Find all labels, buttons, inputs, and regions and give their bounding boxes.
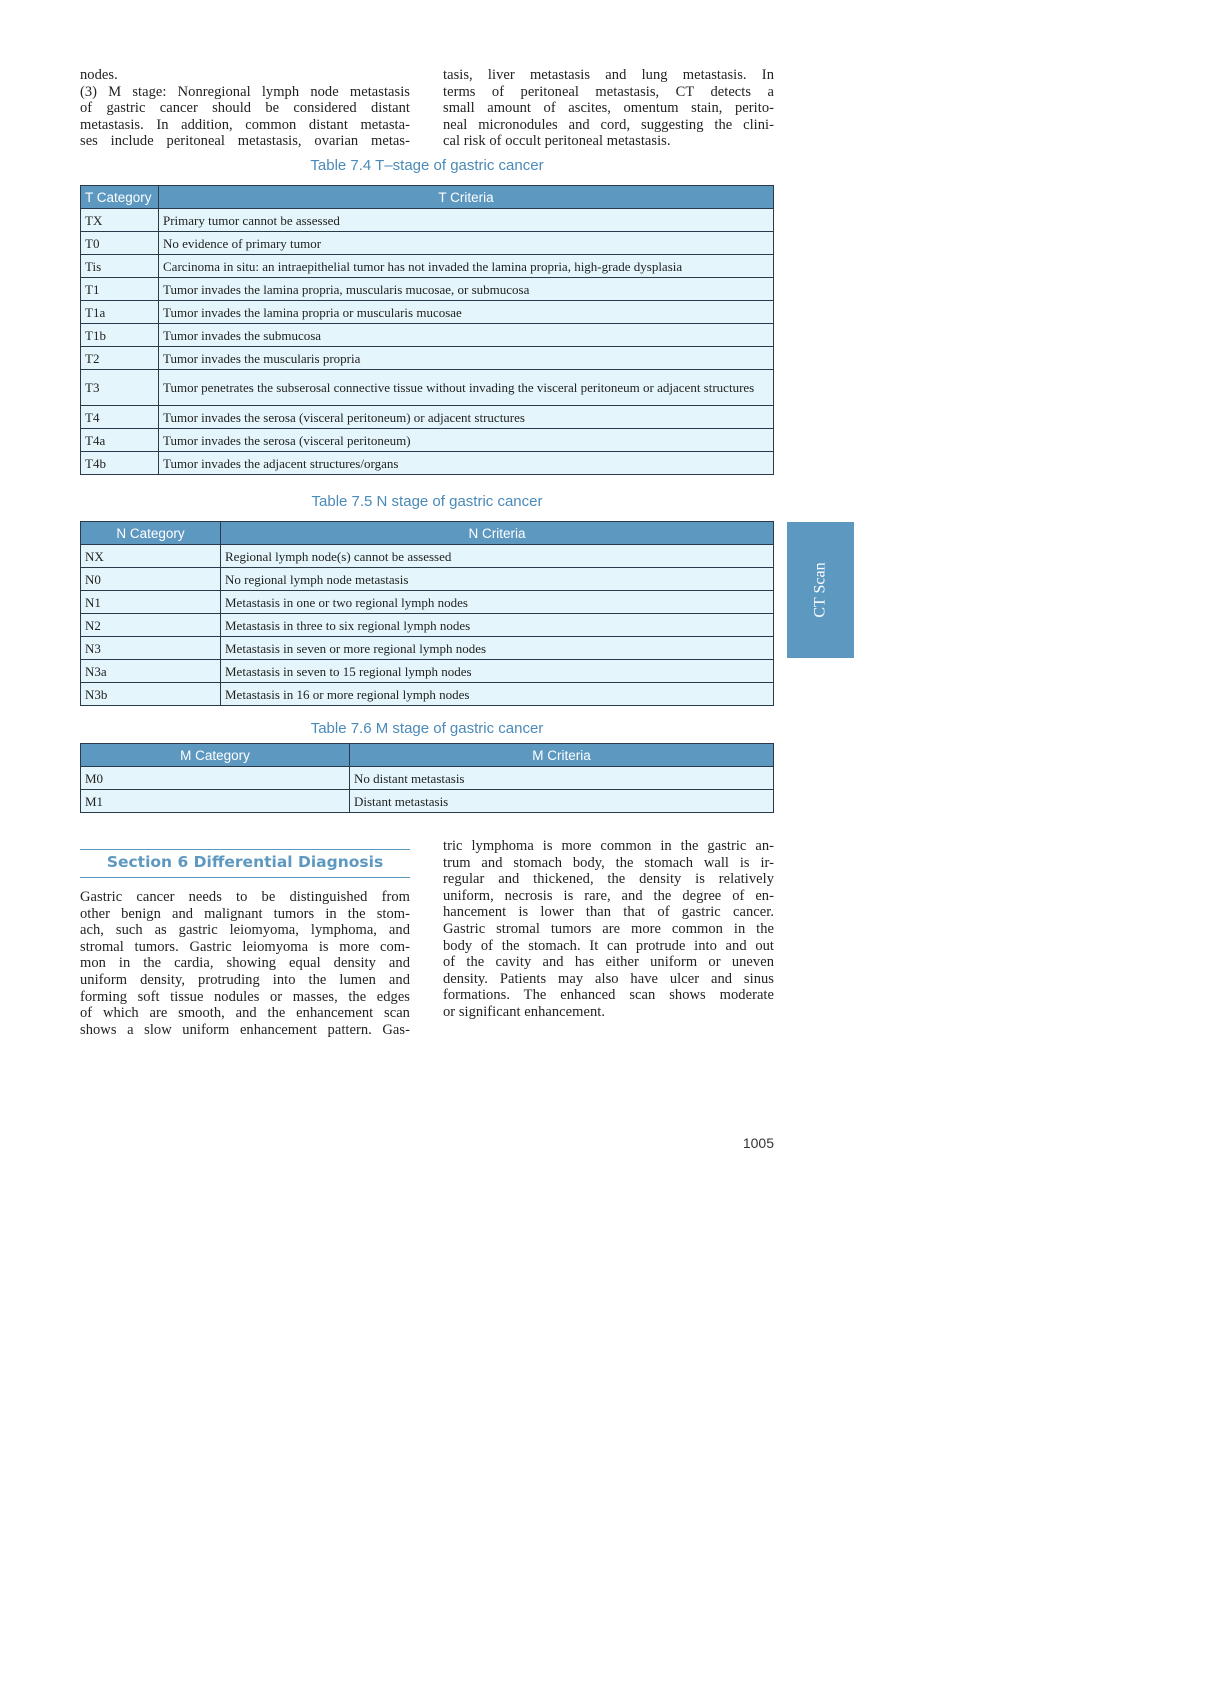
criteria-cell: Metastasis in seven to 15 regional lymph nodes <box>221 660 774 683</box>
section-right-line: of the cavity and has either uniform or uneven <box>443 954 774 971</box>
column-header: N Category <box>81 522 221 545</box>
criteria-cell: Tumor invades the serosa (visceral peritoneum) <box>159 429 774 452</box>
section-right-column <box>443 838 774 1021</box>
table-row <box>81 591 774 614</box>
side-tab-label: CT Scan <box>811 562 829 618</box>
column-header: N Criteria <box>221 522 774 545</box>
table-row <box>81 324 774 347</box>
table-row <box>81 545 774 568</box>
criteria-cell: Metastasis in seven or more regional lymph nodes <box>221 637 774 660</box>
top-left-line: of gastric cancer should be considered distant <box>80 100 410 117</box>
category-cell: T0 <box>81 232 159 255</box>
section-heading: Section 6 Differential Diagnosis <box>106 853 384 871</box>
table-row <box>81 637 774 660</box>
table-row <box>81 790 774 813</box>
criteria-cell: Tumor invades the lamina propria or muscularis mucosae <box>159 301 774 324</box>
table-header-row <box>81 744 774 767</box>
criteria-cell: Tumor invades the lamina propria, muscularis mucosae, or submucosa <box>159 278 774 301</box>
top-left-line: (3) M stage: Nonregional lymph node metastasis <box>80 83 410 100</box>
category-cell: N1 <box>81 591 221 614</box>
category-cell: M0 <box>81 767 350 790</box>
criteria-cell: No distant metastasis <box>350 767 774 790</box>
criteria-cell: Tumor invades the muscularis propria <box>159 347 774 370</box>
table-7-4-caption: Table 7.4 T–stage of gastric cancer <box>310 157 544 174</box>
category-cell: T1a <box>81 301 159 324</box>
table-header-row <box>81 186 774 209</box>
m-stage-table <box>80 743 774 813</box>
table-row <box>81 614 774 637</box>
n-stage-table <box>80 521 774 706</box>
section-rule-top <box>80 849 410 850</box>
table-row <box>81 767 774 790</box>
table-7-6-caption: Table 7.6 M stage of gastric cancer <box>310 720 544 737</box>
section-left-line: stromal tumors. Gastric leiomyoma is more com- <box>80 938 410 955</box>
table-row <box>81 301 774 324</box>
criteria-cell: Tumor invades the submucosa <box>159 324 774 347</box>
category-cell: Tis <box>81 255 159 278</box>
criteria-cell: Tumor invades the adjacent structures/organs <box>159 452 774 475</box>
category-cell: N3b <box>81 683 221 706</box>
table-row <box>81 255 774 278</box>
criteria-cell: Carcinoma in situ: an intraepithelial tumor has not invaded the lamina propria, high-grade dysplasia <box>159 255 774 278</box>
category-cell: NX <box>81 545 221 568</box>
section-rule-bottom <box>80 877 410 878</box>
section-left-line: ach, such as gastric leiomyoma, lymphoma, and <box>80 922 410 939</box>
section-right-line: body of the stomach. It can protrude into and out <box>443 937 774 954</box>
section-left-line: Gastric cancer needs to be distinguished from <box>80 889 410 905</box>
category-cell: N2 <box>81 614 221 637</box>
section-left-column <box>80 889 410 1038</box>
category-cell: N3a <box>81 660 221 683</box>
section-right-line: or significant enhancement. <box>443 1003 605 1020</box>
section-left-line: mon in the cardia, showing equal density and <box>80 955 410 972</box>
category-cell: M1 <box>81 790 350 813</box>
top-left-column <box>80 67 410 150</box>
table-row <box>81 568 774 591</box>
section-right-line: Gastric stromal tumors are more common in the <box>443 920 774 937</box>
table-row <box>81 209 774 232</box>
table-row <box>81 370 774 406</box>
category-cell: TX <box>81 209 159 232</box>
table-row <box>81 232 774 255</box>
section-right-line: tric lymphoma is more common in the gastric an- <box>443 838 774 854</box>
category-cell: N0 <box>81 568 221 591</box>
top-right-line: tasis, liver metastasis and lung metastasis. In <box>443 67 774 83</box>
criteria-cell: Metastasis in three to six regional lymph nodes <box>221 614 774 637</box>
t-stage-table <box>80 185 774 475</box>
category-cell: T4 <box>81 406 159 429</box>
section-right-line: regular and thickened, the density is relatively <box>443 871 774 888</box>
table-row <box>81 278 774 301</box>
top-right-line: neal micronodules and cord, suggesting the clini- <box>443 116 774 133</box>
top-right-column <box>443 67 774 150</box>
section-right-line: trum and stomach body, the stomach wall is ir- <box>443 854 774 871</box>
column-header: M Category <box>81 744 350 767</box>
section-left-line: uniform density, protruding into the lumen and <box>80 971 410 988</box>
top-left-line: nodes. <box>80 67 118 83</box>
top-right-line: terms of peritoneal metastasis, CT detects a <box>443 83 774 100</box>
criteria-cell: No evidence of primary tumor <box>159 232 774 255</box>
table-header-row <box>81 522 774 545</box>
column-header: T Category <box>81 186 159 209</box>
category-cell: T1b <box>81 324 159 347</box>
category-cell: T4a <box>81 429 159 452</box>
section-left-line: other benign and malignant tumors in the stom- <box>80 905 410 922</box>
top-right-line: small amount of ascites, omentum stain, perito- <box>443 100 774 117</box>
chapter-side-tab <box>787 522 854 658</box>
table-row <box>81 452 774 475</box>
table-row <box>81 683 774 706</box>
top-left-line: ses include peritoneal metastasis, ovarian metas- <box>80 133 410 150</box>
page-number: 1005 <box>742 1135 774 1151</box>
table-7-5-caption: Table 7.5 N stage of gastric cancer <box>311 493 543 510</box>
section-right-line: hancement is lower than that of gastric cancer. <box>443 904 774 921</box>
category-cell: T3 <box>81 370 159 406</box>
criteria-cell: Primary tumor cannot be assessed <box>159 209 774 232</box>
section-right-line: formations. The enhanced scan shows moderate <box>443 987 774 1004</box>
criteria-cell: Metastasis in one or two regional lymph nodes <box>221 591 774 614</box>
table-row <box>81 406 774 429</box>
category-cell: T4b <box>81 452 159 475</box>
category-cell: N3 <box>81 637 221 660</box>
criteria-cell: Distant metastasis <box>350 790 774 813</box>
criteria-cell: Tumor invades the serosa (visceral peritoneum) or adjacent structures <box>159 406 774 429</box>
table-row <box>81 347 774 370</box>
table-row <box>81 660 774 683</box>
category-cell: T2 <box>81 347 159 370</box>
criteria-cell: Metastasis in 16 or more regional lymph nodes <box>221 683 774 706</box>
category-cell: T1 <box>81 278 159 301</box>
criteria-cell: No regional lymph node metastasis <box>221 568 774 591</box>
criteria-cell: Regional lymph node(s) cannot be assessed <box>221 545 774 568</box>
section-left-line: forming soft tissue nodules or masses, the edges <box>80 988 410 1005</box>
section-right-line: uniform, necrosis is rare, and the degree of en- <box>443 887 774 904</box>
column-header: T Criteria <box>159 186 774 209</box>
criteria-cell: Tumor penetrates the subserosal connective tissue without invading the visceral peritoneum or adjacent structures <box>159 370 774 406</box>
top-left-line: metastasis. In addition, common distant metasta- <box>80 116 410 133</box>
column-header: M Criteria <box>350 744 774 767</box>
top-right-line: cal risk of occult peritoneal metastasis. <box>443 133 671 150</box>
section-left-line: shows a slow uniform enhancement pattern. Gas- <box>80 1021 410 1038</box>
section-left-line: of which are smooth, and the enhancement scan <box>80 1005 410 1022</box>
section-right-line: density. Patients may also have ulcer and sinus <box>443 970 774 987</box>
table-row <box>81 429 774 452</box>
